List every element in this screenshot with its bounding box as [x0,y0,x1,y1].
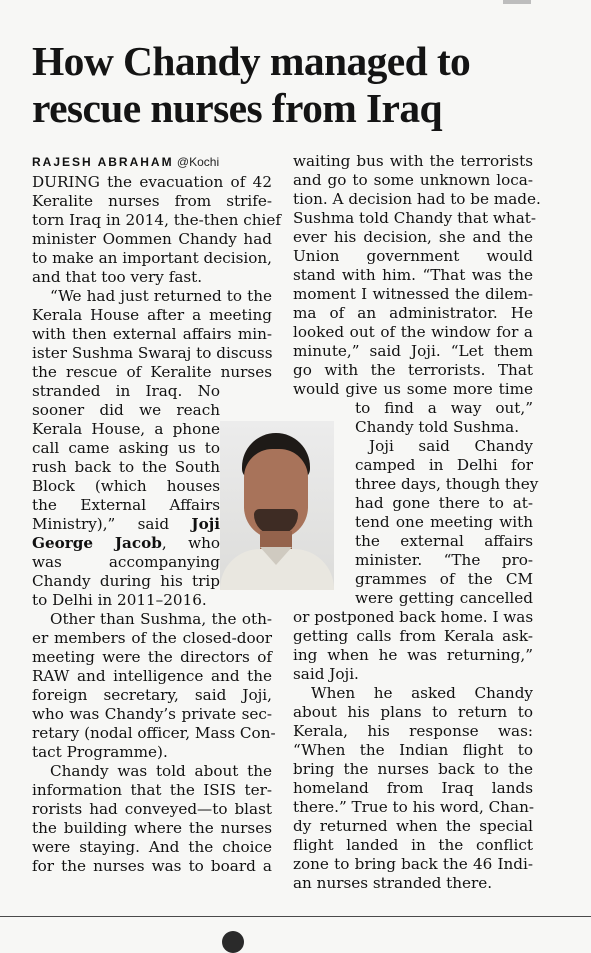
text-line: Kerala House after a meeting [32,306,272,324]
byline [32,152,272,173]
text-line: ister Sushma Swaraj to discuss [32,344,273,362]
text-line: er members of the closed-door [32,629,272,647]
text-line: tion. A decision had to be made. [293,190,541,208]
text-line: dy returned when the special [293,817,533,835]
text-line: minister. “The pro- [355,551,533,569]
text-line: Union government would [293,247,533,265]
text-line: to make an important decision, [32,249,272,267]
text-line: the External Affairs [32,496,220,514]
portrait-photo [220,421,334,590]
text-line: were getting cancelled [355,589,533,607]
text-line [32,515,220,534]
text-line: RAW and intelligence and the [32,667,272,685]
person-name: Joji [191,515,220,533]
text-line: ing when he was returning,” [293,646,533,664]
text-line: retary (nodal officer, Mass Con- [32,724,276,742]
text-line: “When the Indian flight to [293,741,533,759]
text-line: to find a way out,” [355,399,533,417]
text-line: an nurses stranded there. [293,874,493,892]
text-line: stand with him. “That was the [293,266,533,284]
headline-line-2: rescue nurses from Iraq [32,85,442,131]
text-line: rorists had conveyed—to blast [32,800,272,818]
text-line: and go to some unknown loca- [293,171,533,189]
text-line: call came asking us to [32,439,220,457]
text-line: stranded in Iraq. No [32,382,220,400]
text-line: bring the nurses back to the [293,760,533,778]
byline-author: RAJESH ABRAHAM [32,155,174,169]
text-line: would give us some more time [293,380,533,398]
text-line: moment I witnessed the dilem- [293,285,533,303]
bottom-rule [0,916,591,917]
text-line: minute,” said Joji. “Let them [293,342,533,360]
text-line: getting calls from Kerala ask- [293,627,533,645]
text-line: who was Chandy’s private sec- [32,705,272,723]
text-line: grammes of the CM [355,570,533,588]
text-line: ma of an administrator. He [293,304,533,322]
text-line: Keralite nurses from strife- [32,192,272,210]
text-line: there.” True to his word, Chan- [293,798,535,816]
text-line: Joji said Chandy [369,437,533,455]
headline [32,38,572,132]
person-name: George Jacob [32,534,162,552]
text-line: tact Programme). [32,743,168,761]
text-line: flight landed in the conflict [293,836,533,854]
text-line: and that too very fast. [32,268,203,286]
text-line: three days, though they [355,475,539,493]
text-line: DURING the evacuation of 42 [32,173,272,191]
text-line: Kerala House, a phone [32,420,220,438]
text-line: was accompanying [32,553,220,571]
text-line: ever his decision, she and the [293,228,533,246]
text-line: Block (which houses [32,477,220,495]
text-line: foreign secretary, said Joji, [32,686,272,704]
text-line: “We had just returned to the [50,287,272,305]
top-edge-mark [503,0,531,4]
text-line: sooner did we reach [32,401,220,419]
headline-line-1: How Chandy managed to [32,38,471,84]
text-line: had gone there to at- [355,494,533,512]
text-line: Chandy during his trip [32,572,220,590]
text-line: zone to bring back the 46 Indi- [293,855,533,873]
text-line: said Joji. [293,665,359,683]
text-line: Kerala, his response was: [293,722,533,740]
byline-location: @Kochi [176,155,220,169]
text-run: , who [161,534,220,552]
text-line: camped in Delhi for [355,456,533,474]
text-line: were staying. And the choice [32,838,272,856]
text-line: homeland from Iraq lands [293,779,533,797]
text-line: meeting were the directors of [32,648,272,666]
text-line: waiting bus with the terrorists [293,152,533,170]
text-line: tend one meeting with [355,513,533,531]
text-line: rush back to the South [32,458,220,476]
text-line: Other than Sushma, the oth- [50,610,272,628]
text-line: to Delhi in 2011–2016. [32,591,207,609]
text-line: When he asked Chandy [311,684,533,702]
text-line: Sushma told Chandy that what- [293,209,537,227]
text-line: Chandy told Sushma. [355,418,520,436]
text-line: information that the ISIS ter- [32,781,272,799]
text-line: go with the terrorists. That [293,361,533,379]
text-line: the rescue of Keralite nurses [32,363,272,381]
text-line [32,534,220,553]
text-line: or postponed back home. I was [293,608,534,626]
text-line: Chandy was told about the [50,762,272,780]
text-run: Ministry),” said [32,515,192,533]
text-line: the external affairs [355,532,533,550]
text-line: for the nurses was to board a [32,857,272,875]
text-line: with then external affairs min- [32,325,272,343]
text-line: looked out of the window for a [293,323,533,341]
text-line: minister Oommen Chandy had [32,230,272,248]
text-line: torn Iraq in 2014, the-then chief [32,211,281,229]
text-line: about his plans to return to [293,703,533,721]
footer-dot [222,931,244,953]
text-line: the building where the nurses [32,819,272,837]
